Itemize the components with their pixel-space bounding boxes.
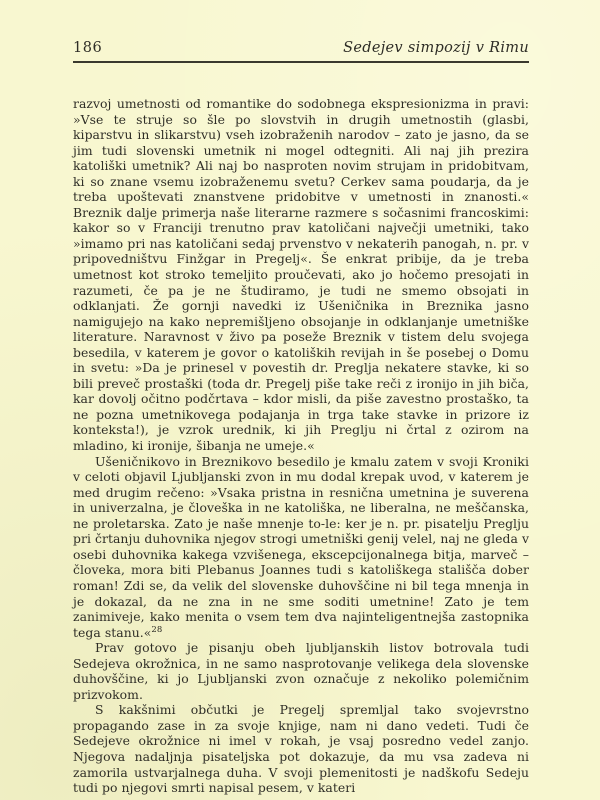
paragraph-text: Prav gotovo je pisanju obeh ljubljanskih listov botrovala tudi Sedejeva okrožnica, in ne samo nasprotovanje velikega dela slovenske duhovščine, ki jo Ljubljanski zvon označuje z nekoliko polemičnim prizvokom. bbox=[73, 640, 529, 702]
page-number: 186 bbox=[73, 40, 103, 56]
page-header bbox=[73, 40, 529, 63]
body-text bbox=[73, 96, 529, 796]
footnote-ref: 28 bbox=[151, 624, 163, 635]
body-paragraph bbox=[73, 96, 529, 454]
paragraph-text: razvoj umetnosti od romantike do sodobnega ekspresionizma in pravi: »Vse te struje so šle po slovstvih in drugih umetnostih (glasbi, kiparstvu in slikarstvu) vseh izobraženih narodov – zato je jasno, da se jim tudi slovenski umetnik ni mogel odtegniti. Ali naj jih prezira katoliški umetnik? Ali naj bo nasproten novim strujam in pridobitvam, ki so znane vsemu izobraženemu svetu? Cerkev sama poudarja, da je treba upoštevati znanstvene pridobitve v umetnosti in znanosti.« Breznik dalje primerja naše literarne razmere s sočasnimi francoskimi: kakor so v Franciji trenutno prav katoličani največji umetniki, tako »imamo pri nas katoličani sedaj prvenstvo v nekaterih panogah, n. pr. v pripovedništvu Finžgar in Pregelj«. Še enkrat pribije, da je treba umetnost kot stroko temeljito proučevati, ako jo hočemo presojati in razumeti, če pa je ne študiramo, je tudi ne smemo obsojati in odklanjati. Že gornji navedki iz Ušeničnika in Breznika jasno namigujejo na kako nepremišljeno obsojanje in odklanjanje umetniške literature. Naravnost v živo pa poseže Breznik v tistem delu svojega besedila, v katerem je govor o katoliških revijah in še posebej o Domu in svetu: »Da je prinesel v povestih dr. Preglja nekatere stavke, ki so bili preveč prostaški (toda dr. Pregelj piše take reči z ironijo in jih biča, kar dovolj očitno podčrtava – kdor misli, da piše zavestno prostaško, ta ne pozna umetnikovega podajanja in trga take stavke in prizore iz konteksta!), je vzrok urednik, ki jih Preglju ni črtal z ozirom na mladino, ki ironije, šibanja ne umeje.« bbox=[73, 96, 529, 454]
paragraph-text: S kakšnimi občutki je Pregelj spremljal tako svojevrstno propagando zase in za svoje knjige, nam ni dano vedeti. Tudi če Sedejeve okrožnice ni imel v rokah, je vsaj posredno vedel zanjo. Njegova nadaljnja pisateljska pot dokazuje, da mu vsa zadeva ni zamorila ustvarjalnega duha. V svoji plemenitosti je nadškofu Sedeju tudi po njegovi smrti napisal pesem, v kateri bbox=[73, 702, 529, 796]
paragraph-text: Ušeničnikovo in Breznikovo besedilo je kmalu zatem v svoji Kroniki v celoti objavil Ljubljanski zvon in mu dodal krepak uvod, v katerem je med drugim rečeno: »Vsaka pristna in resnična umetnina je suverena in univerzalna, je človeška in ne katoliška, ne liberalna, ne meščanska, ne proletarska. Zato je naše mnenje to-le: ker je n. pr. pisatelju Preglju pri črtanju duhovnika njegov strogi umetniški genij velel, naj ne gleda v osebi duhovnika kakega vzvišenega, ekscepcijonalnega bitja, marveč – človeka, mora biti Plebanus Joannes tudi s katoliškega stališča dober roman! Zdi se, da velik del slovenske duhovščine ni bil tega mnenja in je dokazal, da ne zna in ne sme soditi umetnine! Zato je tem zanimiveje, kako menita o vsem tem dva najinteligentnejša zastopnika tega stanu.« bbox=[73, 453, 529, 640]
body-paragraph bbox=[73, 702, 529, 795]
body-paragraph bbox=[73, 454, 529, 641]
running-title: Sedejev simpozij v Rimu bbox=[343, 40, 529, 56]
body-paragraph bbox=[73, 640, 529, 702]
